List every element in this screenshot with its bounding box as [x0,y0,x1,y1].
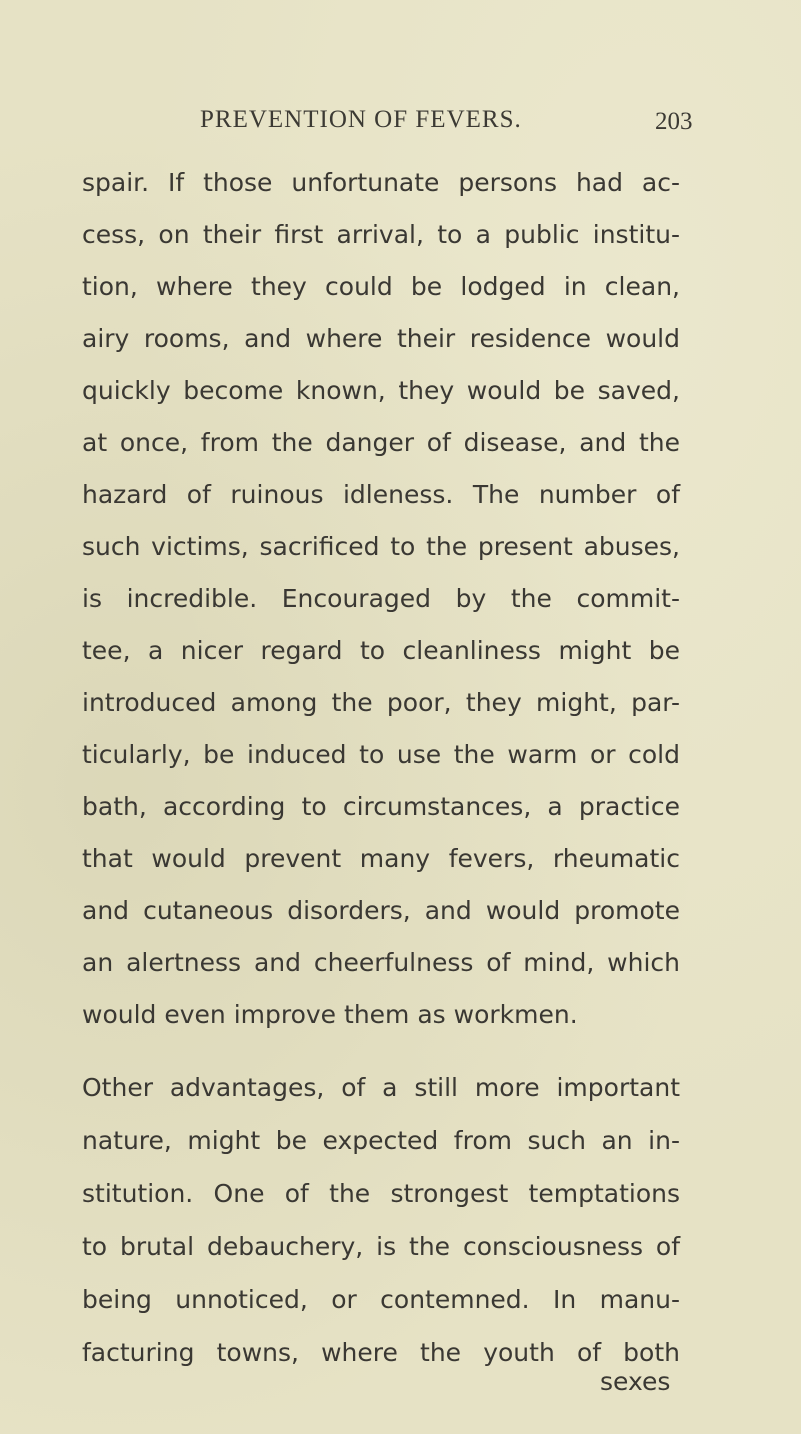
text-line: introduced among the poor, they might, par- [82,688,680,717]
text-line: Other advantages, of a still more important [82,1073,680,1102]
text-line: at once, from the danger of disease, and the [82,428,680,457]
text-line: is incredible. Encouraged by the commit- [82,584,680,613]
text-line: ticularly, be induced to use the warm or cold [82,740,680,769]
text-line: tee, a nicer regard to cleanliness might be [82,636,680,665]
text-line: an alertness and cheerfulness of mind, which [82,948,680,977]
text-line: tion, where they could be lodged in clean, [82,272,680,301]
catchword: sexes [600,1367,671,1396]
text-line: hazard of ruinous idleness. The number of [82,480,680,509]
text-line: that would prevent many fevers, rheumatic [82,844,680,873]
text-line: such victims, sacrificed to the present abuses, [82,532,680,561]
text-line: bath, according to circumstances, a practice [82,792,680,821]
running-head: PREVENTION OF FEVERS. [200,106,522,133]
text-line: quickly become known, they would be saved, [82,376,680,405]
text-line: cess, on their first arrival, to a public institu- [82,220,680,249]
text-line: nature, might be expected from such an in- [82,1126,680,1155]
text-line: spair. If those unfortunate persons had ac- [82,168,680,197]
text-line: would even improve them as workmen. [82,1000,578,1029]
text-line: facturing towns, where the youth of both [82,1338,680,1367]
text-line: stitution. One of the strongest temptations [82,1179,680,1208]
text-line: and cutaneous disorders, and would promote [82,896,680,925]
text-line: airy rooms, and where their residence would [82,324,680,353]
text-line: to brutal debauchery, is the consciousness of [82,1232,680,1261]
page-number: 203 [655,108,693,135]
text-line: being unnoticed, or contemned. In manu- [82,1285,680,1314]
